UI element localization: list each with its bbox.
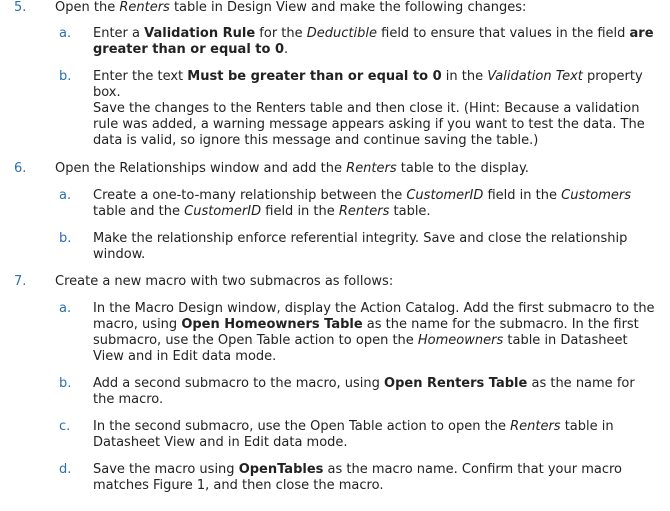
substep-letter: d.: [59, 462, 72, 477]
substep-text: In the Macro Design window, display the Action Catalog. Add the first submacro to the macro, using Open Homeowners Table as the name for the submacro. In the first submacro, use the Open Table action to open the Homeowners table in Datasheet View and in Edit data mode.: [93, 301, 655, 364]
substep-letter: a.: [59, 301, 72, 316]
step-text: Open the Renters table in Design View and make the following changes:: [55, 0, 527, 15]
italic-text: Renters: [119, 0, 170, 15]
substep-text: Add a second submacro to the macro, using Open Renters Table as the name for the macro.: [93, 376, 635, 407]
bold-text: Open Renters Table: [384, 376, 528, 391]
substep-text: Make the relationship enforce referential integrity. Save and close the relationship window.: [93, 231, 628, 262]
step-number: 7.: [14, 274, 27, 289]
substep-text: Enter a Validation Rule for the Deductible field to ensure that values in the field are greater than or equal to 0.: [93, 26, 654, 57]
substep-letter: b.: [59, 376, 72, 391]
bold-text: OpenTables: [238, 462, 324, 477]
substep-letter: b.: [59, 231, 72, 246]
bold-text: Must be greater than or equal to 0: [187, 69, 442, 84]
italic-text: CustomerID: [406, 188, 484, 203]
step-number: 5.: [14, 0, 27, 15]
step-text: Open the Relationships window and add the Renters table to the display.: [55, 161, 529, 176]
substep-letter: a.: [59, 188, 72, 203]
italic-text: Renters: [338, 204, 390, 219]
step-number: 6.: [14, 161, 27, 176]
italic-text: Deductible: [306, 26, 377, 41]
substep-text: Save the macro using OpenTables as the macro name. Confirm that your macro matches Figure 1, and then close the macro.: [93, 462, 622, 493]
italic-text: Homeowners: [417, 333, 504, 348]
substep-text: In the second submacro, use the Open Table action to open the Renters table in Datasheet View and in Edit data mode.: [93, 419, 614, 450]
italic-text: CustomerID: [184, 204, 262, 219]
substep-letter: a.: [59, 26, 72, 41]
bold-text: Open Homeowners Table: [181, 317, 363, 332]
step-text: Create a new macro with two submacros as follows:: [55, 274, 394, 289]
substep-text: Enter the text Must be greater than or equal to 0 in the Validation Text property box. Save the changes to the Renters table and then close it. (Hint: Because a validation rule was added, a warning message appears asking if you want to test the data. The data is valid, so ignore this message and continue saving the table.): [93, 69, 645, 148]
substep-letter: c.: [59, 419, 71, 434]
substep-letter: b.: [59, 69, 72, 84]
italic-text: Renters: [510, 419, 561, 434]
bold-text: Validation Rule: [144, 26, 256, 41]
italic-text: Customers: [561, 188, 632, 203]
substep-text: Create a one-to-many relationship between the CustomerID field in the Customers table and the CustomerID field in the Renters table.: [93, 188, 632, 219]
italic-text: Renters: [346, 161, 397, 176]
italic-text: Validation Text: [487, 69, 583, 84]
bold-text: are greater than or equal to 0: [93, 26, 654, 57]
